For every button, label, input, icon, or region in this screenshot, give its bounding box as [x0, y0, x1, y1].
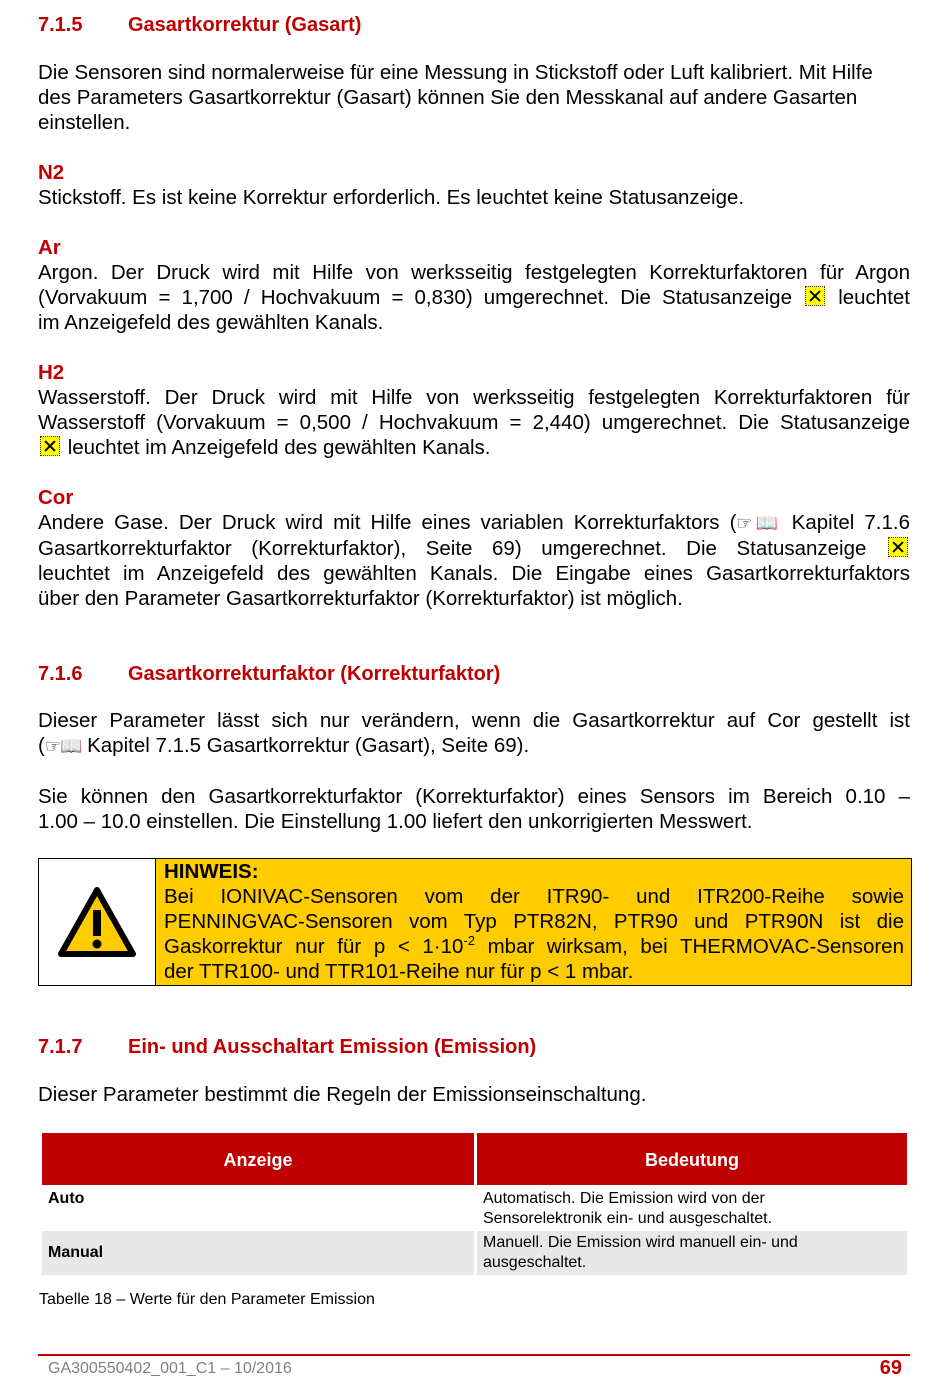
text-fragment: Gasartkorrekturfaktor (Korrekturfaktor), Seite 69) umgerechnet. Die Statusanzeige	[38, 537, 867, 560]
status-x-icon	[40, 436, 60, 456]
text-line: Sensorelektronik ein- und ausgeschaltet.	[483, 1210, 773, 1227]
text-line: Dieser Parameter bestimmt die Regeln der Emissionseinschaltung.	[38, 1083, 647, 1106]
warning-icon	[57, 886, 137, 958]
section-heading-717	[38, 1035, 908, 1061]
text-line: über den Parameter Gasartkorrekturfaktor (Korrekturfaktor) ist möglich.	[38, 587, 683, 610]
text-line: Argon. Der Druck wird mit Hilfe von werksseitig festgelegten Korrekturfaktoren für Argon	[38, 261, 910, 284]
text-line	[38, 435, 910, 460]
paragraph-716-2	[38, 784, 910, 834]
text-line: im Anzeigefeld des gewählten Kanals.	[38, 311, 384, 334]
section-number: 7.1.5	[38, 14, 83, 36]
table-cell-key: Manual	[42, 1231, 474, 1275]
status-x-icon	[888, 537, 908, 557]
table-cell-key: Auto	[42, 1185, 474, 1231]
text-fragment: leuchtet im Anzeigefeld des gewählten Kanals.	[67, 436, 491, 459]
option-label-cor: Cor	[38, 486, 74, 509]
text-line: Wasserstoff. Der Druck wird mit Hilfe von werksseitig festgelegten Korrekturfaktoren für	[38, 386, 910, 409]
text-line	[38, 733, 910, 759]
text-line: Automatisch. Die Emission wird von der	[483, 1190, 765, 1207]
option-text-n2	[38, 185, 910, 210]
section-heading-716	[38, 662, 908, 688]
option-label-h2: H2	[38, 361, 65, 384]
text-fragment: Gaskorrektur nur für p < 1·10	[164, 935, 464, 958]
option-text-ar	[38, 260, 910, 335]
text-line: des Parameters Gasartkorrektur (Gasart) können Sie den Messkanal auf andere Gasarten	[38, 86, 858, 109]
footer-document-number: GA300550402_001_C1 – 10/2016	[48, 1360, 292, 1377]
text-fragment: mbar wirksam, bei THERMOVAC-Sensoren	[475, 935, 904, 958]
section-title: Gasartkorrektur (Gasart)	[128, 14, 362, 36]
table-caption: Tabelle 18 – Werte für den Parameter Emission	[39, 1291, 375, 1308]
text-line: Stickstoff. Es ist keine Korrektur erforderlich. Es leuchtet keine Statusanzeige.	[38, 186, 745, 209]
reference-book-icon: ☞📖	[44, 736, 82, 756]
option-label-n2: N2	[38, 161, 65, 184]
link-text[interactable]: Kapitel 7.1.5 Gasartkorrektur (Gasart), Seite 69).	[87, 734, 530, 757]
section-number: 7.1.7	[38, 1036, 83, 1058]
table-cell-value	[477, 1231, 907, 1275]
text-line: Bei IONIVAC-Sensoren vom der ITR90- und ITR200-Reihe sowie	[164, 885, 904, 908]
section-title: Ein- und Ausschaltart Emission (Emission)	[128, 1036, 537, 1058]
table-row	[42, 1185, 907, 1231]
table-row	[42, 1231, 907, 1275]
note-title: HINWEIS:	[164, 860, 259, 883]
note-icon-cell	[39, 859, 156, 985]
text-line: ausgeschaltet.	[483, 1254, 587, 1271]
option-text-h2	[38, 385, 910, 460]
section-title: Gasartkorrekturfaktor (Korrekturfaktor)	[128, 663, 501, 685]
option-label-ar: Ar	[38, 236, 61, 259]
section-heading-715	[38, 13, 908, 39]
section-number: 7.1.6	[38, 663, 83, 685]
option-text-cor	[38, 510, 910, 611]
text-line: Wasserstoff (Vorvakuum = 0,500 / Hochvakuum = 2,440) umgerechnet. Die Statusanzeige	[38, 411, 910, 434]
text-line: PENNINGVAC-Sensoren vom Typ PTR82N, PTR90 und PTR90N ist die	[164, 910, 904, 933]
emission-table	[39, 1133, 910, 1275]
text-line: leuchtet im Anzeigefeld des gewählten Kanals. Die Eingabe eines Gasartkorrekturfaktors	[38, 562, 910, 585]
text-fragment: leuchtet	[838, 286, 911, 309]
superscript: -2	[463, 933, 475, 949]
text-line	[164, 934, 904, 959]
text-line	[38, 510, 910, 536]
table-cell-value	[477, 1185, 907, 1231]
text-line	[38, 285, 910, 310]
text-line: Sie können den Gasartkorrekturfaktor (Korrekturfaktor) eines Sensors im Bereich 0.10 –	[38, 785, 910, 808]
link-text[interactable]: Kapitel 7.1.6	[791, 511, 910, 534]
table-header-row	[42, 1133, 907, 1185]
note-text	[164, 859, 904, 984]
status-x-icon	[805, 286, 825, 306]
text-line	[38, 536, 910, 561]
reference-book-icon: ☞📖	[736, 513, 782, 533]
text-line: Manuell. Die Emission wird manuell ein- und	[483, 1234, 798, 1251]
column-header-anzeige: Anzeige	[42, 1133, 474, 1185]
text-line: der TTR100- und TTR101-Reihe nur für p < 1 mbar.	[164, 960, 634, 983]
text-line: Dieser Parameter lässt sich nur verändern, wenn die Gasartkorrektur auf Cor gestellt ist	[38, 709, 910, 732]
page-number: 69	[879, 1357, 902, 1379]
intro-paragraph	[38, 60, 910, 135]
footer-rule	[38, 1354, 910, 1356]
note-box	[38, 858, 912, 986]
text-line: 1.00 – 10.0 einstellen. Die Einstellung 1.00 liefert den unkorrigierten Messwert.	[38, 810, 753, 833]
text-fragment: (Vorvakuum = 1,700 / Hochvakuum = 0,830) umgerechnet. Die Statusanzeige	[38, 286, 792, 309]
text-fragment: (	[38, 734, 45, 757]
column-header-bedeutung: Bedeutung	[477, 1133, 907, 1185]
text-fragment: Andere Gase. Der Druck wird mit Hilfe eines variablen Korrekturfaktors (	[38, 511, 737, 534]
paragraph-716-1	[38, 708, 910, 759]
text-line: Die Sensoren sind normalerweise für eine Messung in Stickstoff oder Luft kalibriert. Mit Hilfe	[38, 61, 873, 84]
paragraph-717	[38, 1082, 910, 1107]
text-line: einstellen.	[38, 111, 131, 134]
note-content	[156, 859, 911, 985]
